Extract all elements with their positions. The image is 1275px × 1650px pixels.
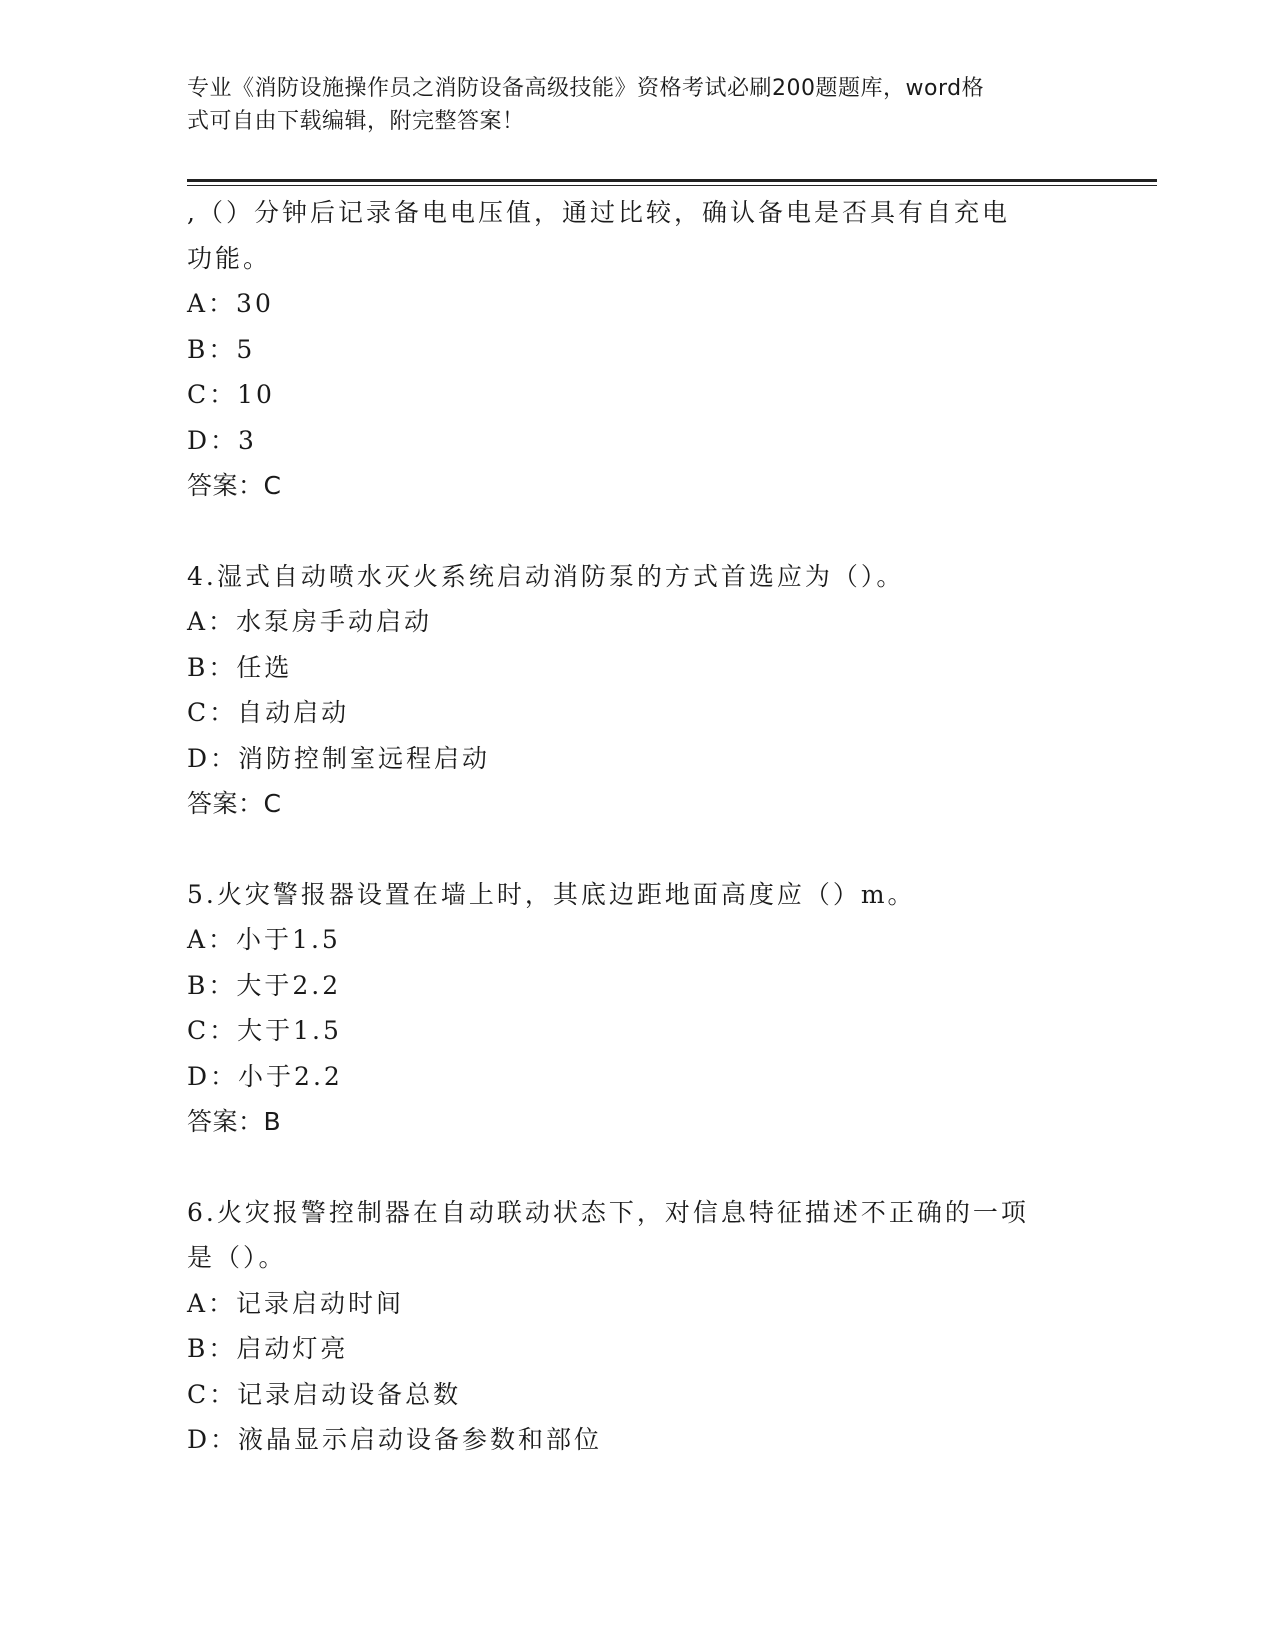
document-header bbox=[187, 72, 1067, 138]
header-line-2: 式可自由下载编辑，附完整答案！ bbox=[187, 109, 525, 134]
question-stem-line: 6.火灾报警控制器在自动联动状态下，对信息特征描述不正确的一项 bbox=[187, 1197, 1029, 1227]
answer-line: 答案：B bbox=[187, 1107, 282, 1136]
question-stem-line: 是（）。 bbox=[187, 1243, 287, 1272]
question-block bbox=[187, 554, 1087, 827]
question-block bbox=[187, 190, 1087, 509]
header-line-1: 专业《消防设施操作员之消防设备高级技能》资格考试必刷200题题库，word格 bbox=[187, 76, 985, 101]
answer-line: 答案：C bbox=[187, 471, 282, 500]
option-c: C：10 bbox=[187, 380, 275, 409]
option-c: C：大于1.5 bbox=[187, 1016, 342, 1045]
option-d: D：小于2.2 bbox=[187, 1061, 343, 1091]
option-a: A：小于1.5 bbox=[187, 925, 341, 954]
option-b: B：启动灯亮 bbox=[187, 1334, 349, 1363]
option-c: C：自动启动 bbox=[187, 698, 350, 727]
question-stem-line: 5.火灾警报器设置在墙上时，其底边距地面高度应（）m。 bbox=[187, 879, 916, 909]
question-stem-line: ,（）分钟后记录备电电压值，通过比较，确认备电是否具有自充电 bbox=[187, 198, 1010, 227]
header-divider-thin bbox=[187, 185, 1157, 186]
question-stem-line: 4.湿式自动喷水灭火系统启动消防泵的方式首选应为（）。 bbox=[187, 561, 905, 591]
header-divider-thick bbox=[187, 179, 1157, 182]
option-d: D：液晶显示启动设备参数和部位 bbox=[187, 1425, 603, 1454]
option-d: D：消防控制室远程启动 bbox=[187, 743, 491, 773]
option-a: A：记录启动时间 bbox=[187, 1288, 405, 1318]
option-b: B：大于2.2 bbox=[187, 970, 342, 1000]
question-block bbox=[187, 1190, 1087, 1463]
option-a: A：30 bbox=[187, 289, 274, 318]
question-list bbox=[187, 190, 1087, 1463]
answer-line: 答案：C bbox=[187, 789, 282, 818]
question-block bbox=[187, 872, 1087, 1145]
option-a: A：水泵房手动启动 bbox=[187, 607, 433, 636]
option-d: D：3 bbox=[187, 425, 257, 455]
option-b: B：任选 bbox=[187, 652, 293, 682]
question-stem-line: 功能。 bbox=[187, 243, 272, 273]
option-b: B：5 bbox=[187, 334, 256, 364]
option-c: C：记录启动设备总数 bbox=[187, 1379, 462, 1409]
